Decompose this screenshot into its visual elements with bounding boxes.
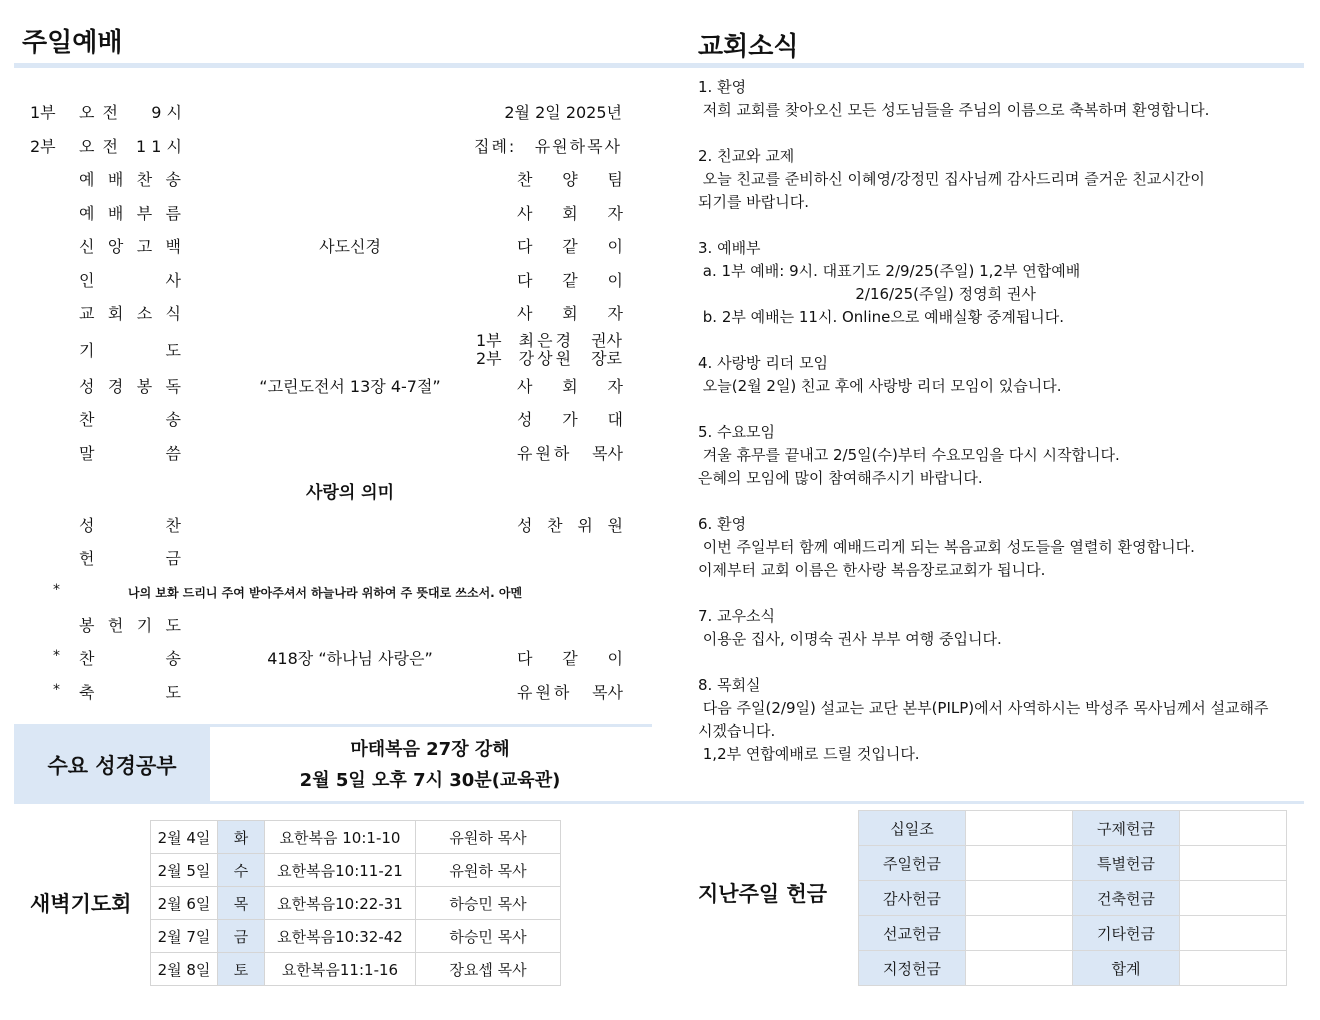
officiant-name: 유원하목사 bbox=[534, 137, 622, 156]
dawn-passage: 요한복음 10:1-10 bbox=[265, 821, 416, 854]
order-label: 예 배 부 름 bbox=[79, 204, 181, 223]
offering-row bbox=[859, 846, 1287, 881]
prayer-part: 2부 bbox=[476, 349, 502, 368]
news-gap bbox=[698, 329, 1283, 352]
offering-amount bbox=[966, 846, 1073, 881]
news-line: 1,2부 연합예배로 드릴 것입니다. bbox=[698, 745, 920, 763]
offering-row bbox=[859, 881, 1287, 916]
news-title: 교회소식 bbox=[698, 32, 799, 62]
order-label: 찬 송 bbox=[79, 649, 181, 668]
offering-category: 지정헌금 bbox=[859, 951, 966, 986]
wednesday-study-time: 2월 5일 오후 7시 30분(교육관) bbox=[299, 770, 561, 791]
offering-category: 특별헌금 bbox=[1073, 846, 1180, 881]
worship-order bbox=[0, 0, 660, 720]
preacher-title: 목사 bbox=[592, 444, 623, 463]
wednesday-study-label: 수요 성경공부 bbox=[14, 726, 210, 804]
prayer-title: 장로 bbox=[591, 349, 622, 368]
order-right bbox=[517, 441, 623, 464]
order-label: 인 사 bbox=[79, 271, 181, 290]
news-line: 은혜의 모임에 많이 참여해주시기 바랍니다. bbox=[698, 469, 983, 487]
order-label: 신 앙 고 백 bbox=[79, 237, 181, 256]
dawn-leader: 유원하 목사 bbox=[416, 821, 561, 854]
dawn-day: 화 bbox=[218, 821, 265, 854]
dawn-row bbox=[151, 887, 561, 920]
preacher-name: 유원하 bbox=[517, 444, 573, 463]
service-part: 2부 bbox=[30, 137, 56, 156]
prayer-name: 최은경 bbox=[518, 331, 575, 350]
offering-row bbox=[859, 951, 1287, 986]
order-right: 성 가 대 bbox=[517, 410, 623, 429]
dawn-passage: 요한복음10:32-42 bbox=[265, 920, 416, 953]
news-line: 오늘 친교를 준비하신 이혜영/강정민 집사님께 감사드리며 즐거운 친교시간이 bbox=[698, 170, 1205, 188]
bottom-divider bbox=[14, 801, 1304, 804]
news-line: 이제부터 교회 이름은 한사랑 복음장로교회가 됩니다. bbox=[698, 561, 1046, 579]
preacher-name: 유원하 bbox=[517, 683, 573, 702]
offering-amount bbox=[1180, 916, 1287, 951]
news-gap bbox=[698, 398, 1283, 421]
dawn-prayer-table bbox=[150, 820, 561, 986]
order-label: 예 배 찬 송 bbox=[79, 170, 181, 189]
offering-amount bbox=[1180, 881, 1287, 916]
preacher-title: 목사 bbox=[592, 683, 623, 702]
worship-row bbox=[0, 546, 640, 572]
worship-row bbox=[0, 234, 640, 260]
prayer-part: 1부 bbox=[476, 331, 502, 350]
worship-row bbox=[0, 613, 640, 639]
offering-amount bbox=[966, 916, 1073, 951]
dawn-row bbox=[151, 920, 561, 953]
worship-title: 주일예배 bbox=[22, 28, 123, 58]
offering-category: 기타헌금 bbox=[1073, 916, 1180, 951]
dawn-leader: 유원하 목사 bbox=[416, 854, 561, 887]
dawn-row bbox=[151, 821, 561, 854]
news-line: 오늘(2월 2일) 친교 후에 사랑방 리더 모임이 있습니다. bbox=[698, 377, 1062, 395]
order-right: 다 같 이 bbox=[517, 237, 623, 256]
order-middle: “고린도전서 13장 4-7절” bbox=[259, 377, 441, 396]
news-heading: 1. 환영 bbox=[698, 78, 747, 96]
order-label: 헌 금 bbox=[79, 549, 181, 568]
worship-row bbox=[0, 201, 640, 227]
order-right: 사 회 자 bbox=[517, 204, 623, 223]
offering-amount bbox=[1180, 951, 1287, 986]
news-gap bbox=[698, 122, 1283, 145]
worship-row bbox=[0, 407, 640, 433]
news-line: 시겠습니다. bbox=[698, 722, 776, 740]
worship-row bbox=[0, 374, 640, 400]
order-star: * bbox=[53, 648, 60, 664]
prayer-name: 강상원 bbox=[518, 349, 575, 368]
offering-table bbox=[858, 810, 1287, 986]
offering-row bbox=[859, 916, 1287, 951]
offering-category: 합계 bbox=[1073, 951, 1180, 986]
worship-row bbox=[0, 134, 640, 160]
dawn-leader: 하승민 목사 bbox=[416, 920, 561, 953]
news-line: 저희 교회를 찾아오신 모든 성도님들을 주님의 이름으로 축복하며 환영합니다. bbox=[698, 101, 1210, 119]
news-line: 2/16/25(주일) 정영희 권사 bbox=[698, 285, 1036, 303]
dawn-date: 2월 8일 bbox=[151, 953, 218, 986]
prayer-leader bbox=[476, 346, 622, 369]
order-label: 성 경 봉 독 bbox=[79, 377, 181, 396]
dawn-day: 토 bbox=[218, 953, 265, 986]
service-time: 1 1 시 bbox=[136, 137, 182, 156]
order-right bbox=[517, 680, 623, 703]
order-middle: 418장 “하나님 사랑은” bbox=[267, 649, 433, 668]
dawn-day: 목 bbox=[218, 887, 265, 920]
offering-prayer-text: 나의 보화 드리니 주여 받아주셔서 하늘나라 위하여 주 뜻대로 쓰소서. 아멘 bbox=[128, 586, 523, 600]
offering-prayer-star: * bbox=[53, 582, 60, 598]
sermon-title: 사랑의 의미 bbox=[305, 483, 395, 503]
worship-row bbox=[0, 646, 640, 672]
order-label: 성 찬 bbox=[79, 516, 181, 535]
worship-row bbox=[0, 513, 640, 539]
news-line: 되기를 바랍니다. bbox=[698, 193, 809, 211]
offering-amount bbox=[966, 951, 1073, 986]
offering-category: 선교헌금 bbox=[859, 916, 966, 951]
offering-label: 지난주일 헌금 bbox=[698, 882, 828, 906]
order-star: * bbox=[53, 682, 60, 698]
dawn-row bbox=[151, 854, 561, 887]
worship-row bbox=[0, 328, 640, 368]
worship-row bbox=[0, 301, 640, 327]
worship-row bbox=[0, 268, 640, 294]
dawn-prayer-label: 새벽기도회 bbox=[30, 892, 132, 916]
order-label: 기 도 bbox=[79, 341, 181, 360]
offering-row bbox=[859, 811, 1287, 846]
news-heading: 2. 친교와 교제 bbox=[698, 147, 795, 165]
order-right: 사 회 자 bbox=[517, 377, 623, 396]
order-label: 봉 헌 기 도 bbox=[79, 616, 181, 635]
news-gap bbox=[698, 490, 1283, 513]
news-gap bbox=[698, 651, 1283, 674]
news-heading: 5. 수요모임 bbox=[698, 423, 776, 441]
order-label: 말 씀 bbox=[79, 444, 181, 463]
offering-category: 건축헌금 bbox=[1073, 881, 1180, 916]
wednesday-study-topic: 마태복음 27장 강해 bbox=[350, 739, 510, 760]
service-date: 2월 2일 2025년 bbox=[504, 103, 622, 122]
dawn-passage: 요한복음11:1-16 bbox=[265, 953, 416, 986]
news-heading: 7. 교우소식 bbox=[698, 607, 776, 625]
order-right: 사 회 자 bbox=[517, 304, 623, 323]
offering-amount bbox=[1180, 811, 1287, 846]
order-label: 축 도 bbox=[79, 683, 181, 702]
dawn-date: 2월 6일 bbox=[151, 887, 218, 920]
offering-amount bbox=[966, 881, 1073, 916]
order-right: 다 같 이 bbox=[517, 649, 623, 668]
dawn-date: 2월 5일 bbox=[151, 854, 218, 887]
offering-amount bbox=[1180, 846, 1287, 881]
order-right: 찬 양 팀 bbox=[517, 170, 623, 189]
offering-category: 감사헌금 bbox=[859, 881, 966, 916]
news-line: 다음 주일(2/9일) 설교는 교단 본부(PILP)에서 사역하시는 박성주 목사님께서 설교해주 bbox=[698, 699, 1269, 717]
worship-row bbox=[0, 100, 640, 126]
news-line: a. 1부 예배: 9시. 대표기도 2/9/25(주일) 1,2부 연합예배 bbox=[698, 262, 1081, 280]
prayer-title: 권사 bbox=[591, 331, 622, 350]
service-time-label: 오전 bbox=[79, 137, 126, 156]
order-middle: 사도신경 bbox=[319, 237, 381, 256]
news-line: 이번 주일부터 함께 예배드리게 되는 복음교회 성도들을 열렬히 환영합니다. bbox=[698, 538, 1195, 556]
dawn-leader: 하승민 목사 bbox=[416, 887, 561, 920]
dawn-date: 2월 4일 bbox=[151, 821, 218, 854]
news-heading: 8. 목회실 bbox=[698, 676, 761, 694]
worship-row bbox=[0, 680, 640, 706]
service-time: 9 시 bbox=[151, 103, 182, 122]
offering-amount bbox=[966, 811, 1073, 846]
order-label: 찬 송 bbox=[79, 410, 181, 429]
dawn-passage: 요한복음10:11-21 bbox=[265, 854, 416, 887]
officiant-label: 집례: bbox=[474, 137, 517, 156]
service-time-label: 오전 bbox=[79, 103, 126, 122]
order-right: 성 찬 위 원 bbox=[517, 516, 623, 535]
news-heading: 6. 환영 bbox=[698, 515, 747, 533]
offering-category: 주일헌금 bbox=[859, 846, 966, 881]
news-gap bbox=[698, 582, 1283, 605]
service-part: 1부 bbox=[30, 103, 56, 122]
news-gap bbox=[698, 214, 1283, 237]
dawn-row bbox=[151, 953, 561, 986]
offering-category: 구제헌금 bbox=[1073, 811, 1180, 846]
dawn-date: 2월 7일 bbox=[151, 920, 218, 953]
dawn-passage: 요한복음10:22-31 bbox=[265, 887, 416, 920]
news-list bbox=[698, 76, 1283, 766]
worship-row bbox=[0, 582, 640, 608]
order-label: 교 회 소 식 bbox=[79, 304, 181, 323]
worship-row bbox=[0, 441, 640, 467]
news-heading: 3. 예배부 bbox=[698, 239, 761, 257]
offering-category: 십일조 bbox=[859, 811, 966, 846]
worship-row bbox=[0, 167, 640, 193]
dawn-day: 금 bbox=[218, 920, 265, 953]
order-right: 다 같 이 bbox=[517, 271, 623, 290]
news-line: b. 2부 예배는 11시. Online으로 예배실황 중계됩니다. bbox=[698, 308, 1065, 326]
news-line: 겨울 휴무를 끝내고 2/5일(수)부터 수요모임을 다시 시작합니다. bbox=[698, 446, 1120, 464]
news-line: 이용운 집사, 이명숙 권사 부부 여행 중입니다. bbox=[698, 630, 1002, 648]
news-heading: 4. 사랑방 리더 모임 bbox=[698, 354, 829, 372]
dawn-leader: 장요셉 목사 bbox=[416, 953, 561, 986]
dawn-day: 수 bbox=[218, 854, 265, 887]
